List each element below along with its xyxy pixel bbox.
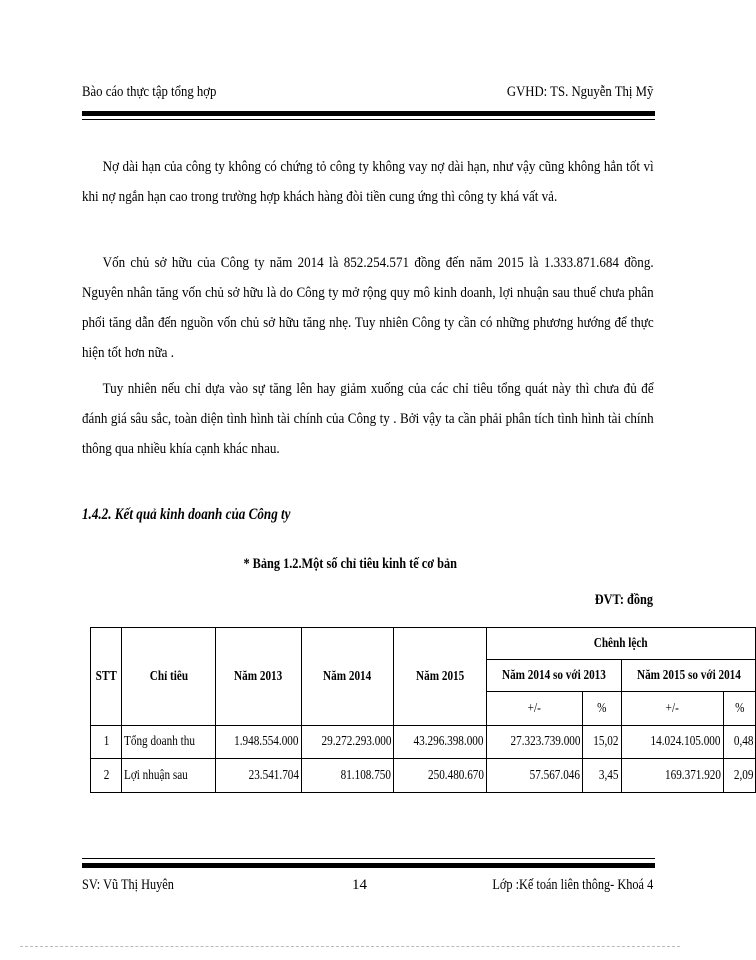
cell-2014: 81.108.750	[301, 759, 394, 793]
cell-2015: 250.480.670	[394, 759, 487, 793]
cell-indicator: Lợi nhuận sau	[122, 759, 216, 793]
paragraph-3-block	[82, 374, 655, 464]
header-plusminus-2: +/-	[621, 692, 723, 726]
header-percent-2: %	[723, 692, 756, 726]
header-compare-2015-2014: Năm 2015 so với 2014	[621, 660, 756, 692]
footer-rule-thin	[82, 858, 655, 859]
header-percent-1: %	[583, 692, 621, 726]
paragraph-1: Nợ dài hạn của công ty không có chứng tỏ công ty không vay nợ dài hạn, như vậy cũng không hẳn tốt vì khi nợ ngắn hạn cao trong trường hợp khách hàng đòi tiền cung ứng thì công ty khá vất vả.	[82, 158, 654, 205]
header-2013: Năm 2013	[216, 628, 302, 726]
cell-pct-2: 2,09	[723, 759, 756, 793]
header-stt: STT	[91, 628, 122, 726]
header-plusminus-1: +/-	[486, 692, 583, 726]
cell-2014: 29.272.293.000	[301, 726, 394, 759]
table-caption	[0, 556, 700, 573]
table-row	[91, 759, 756, 793]
cell-stt: 2	[91, 759, 122, 793]
table-row	[91, 726, 756, 759]
paragraph-2-block	[82, 248, 655, 368]
paragraph-3: Tuy nhiên nếu chỉ dựa vào sự tăng lên hay giảm xuống của các chỉ tiêu tổng quát này thì chưa đủ để đánh giá sâu sắc, toàn diện tình hình tài chính của Công ty . Bởi vậy ta cần phải phân tích tình hình tài chính thông qua nhiều khía cạnh khác nhau.	[82, 380, 654, 457]
cell-diff-1: 27.323.739.000	[486, 726, 583, 759]
footer-rule-thick	[82, 863, 655, 868]
header-rule-thin	[82, 119, 655, 120]
cell-pct-1: 15,02	[583, 726, 621, 759]
cell-diff-1: 57.567.046	[486, 759, 583, 793]
paragraph-2: Vốn chủ sở hữu của Công ty năm 2014 là 852.254.571 đồng đến năm 2015 là 1.333.871.684 đồng. Nguyên nhân tăng vốn chủ sở hữu là do Công ty mở rộng quy mô kinh doanh, lợi nhuận sau thuế chưa phân phối tăng dẫn đến nguồn vốn chủ sở hữu tăng nhẹ. Tuy nhiên Công ty cần có những phương hướng để thực hiện tốt hơn nữa .	[82, 254, 654, 361]
table-unit: ĐVT: đồng	[594, 592, 653, 608]
indicator-table	[90, 627, 756, 793]
header-supervisor: GVHD: TS. Nguyễn Thị Mỹ	[506, 84, 653, 100]
header-compare-2014-2013: Năm 2014 so với 2013	[486, 660, 621, 692]
page-boundary-line	[20, 946, 680, 947]
cell-diff-2: 169.371.920	[621, 759, 723, 793]
table-caption-text: * Bảng 1.2.Một số chỉ tiêu kinh tế cơ bản	[243, 556, 457, 572]
footer-page-number: 14	[352, 877, 367, 893]
header-difference: Chênh lệch	[486, 628, 756, 660]
footer-class: Lớp :Kế toán liên thông- Khoá 4	[492, 877, 653, 893]
cell-diff-2: 14.024.105.000	[621, 726, 723, 759]
cell-2013: 23.541.704	[216, 759, 302, 793]
footer-student: SV: Vũ Thị Huyên	[82, 877, 174, 893]
header-2015: Năm 2015	[394, 628, 487, 726]
cell-stt: 1	[91, 726, 122, 759]
cell-2013: 1.948.554.000	[216, 726, 302, 759]
section-heading: 1.4.2. Kết quả kinh doanh của Công ty	[82, 506, 291, 523]
cell-pct-1: 3,45	[583, 759, 621, 793]
header-rule-thick	[82, 111, 655, 116]
cell-pct-2: 0,48	[723, 726, 756, 759]
header-report-title: Bào cáo thực tập tổng hợp	[82, 84, 217, 100]
header-indicator: Chỉ tiêu	[122, 628, 216, 726]
table-header-row-1	[91, 628, 756, 660]
paragraph-1-block	[82, 152, 655, 212]
header-2014: Năm 2014	[301, 628, 394, 726]
cell-2015: 43.296.398.000	[394, 726, 487, 759]
cell-indicator: Tổng doanh thu	[122, 726, 216, 759]
